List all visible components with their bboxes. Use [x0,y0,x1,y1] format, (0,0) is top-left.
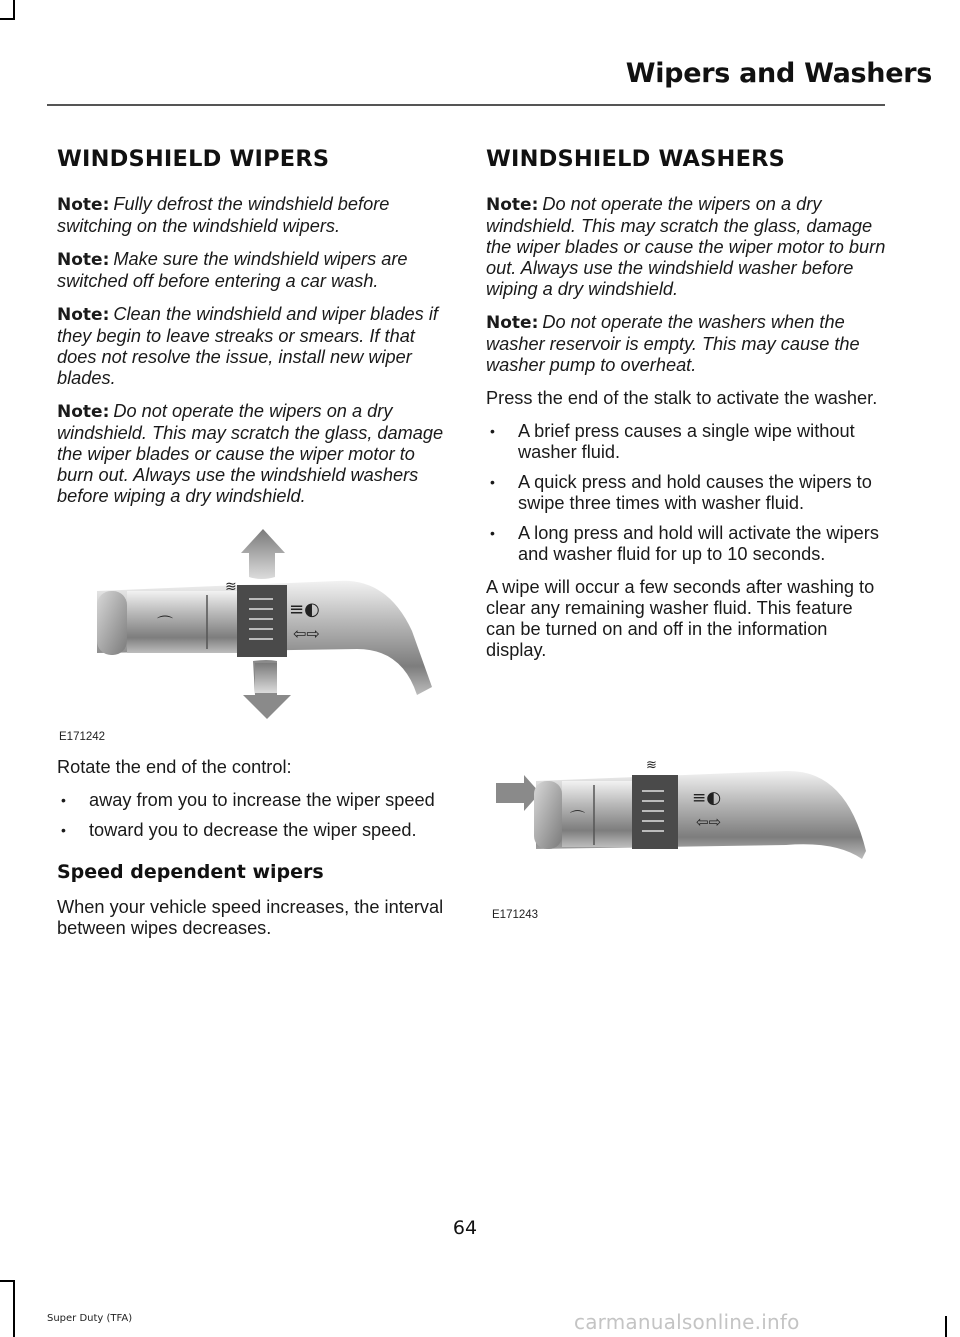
rotary-ring [632,775,678,849]
footer-model: Super Duty (TFA) [47,1313,133,1324]
note-text: Do not operate the wipers on a dry windshield. This may scratch the glass, damage the wiper blades or cause the wiper motor to burn out. Always use the windshield washer before wiping a dry windshield. [486,194,886,299]
note-label: Note: [57,402,110,422]
rear-defrost-icon: ≋ [646,758,657,773]
left-column [57,146,451,951]
wiper-rotate-figure [57,519,451,745]
rotate-intro: Rotate the end of the control: [57,757,292,777]
page-number: 64 [452,1217,478,1239]
bullet-item: • A quick press and hold causes the wipers to swipe three times with washer fluid. [486,472,886,514]
rotate-arrow-up-icon [241,529,285,579]
washers-heading: WINDSHIELD WASHERS [486,146,786,172]
note-label: Note: [57,250,110,270]
note-text: Clean the windshield and wiper blades if they begin to leave streaks or smears. If that does not resolve the issue, install new wiper blades. [57,304,438,388]
bullet-item: • A brief press causes a single wipe without washer fluid. [486,421,886,463]
washer-press-figure [486,741,880,931]
washer-symbol-icon: ⌒ [570,809,586,827]
bullet-item: • away from you to increase the wiper speed [57,790,451,811]
note-label: Note: [486,313,539,333]
turn-signal-arrows-icon: ⇦⇨ [696,813,722,831]
rotate-bullets [57,790,451,841]
turn-signal-arrows-icon: ⇦⇨ [293,624,320,643]
crop-mark [0,18,15,20]
note-text: Do not operate the wipers on a dry windshield. This may scratch the glass, damage the wiper blades or cause the wiper motor to burn out. Always use the windshield washers before wiping a dry windshield. [57,401,444,506]
right-column [486,146,886,943]
figure-code: E171242 [59,731,106,743]
crop-mark [13,0,15,20]
header-rule [47,104,885,106]
note-reservoir-empty [486,312,886,376]
note-dry-windshield [486,194,886,300]
speed-dependent-text: When your vehicle speed increases, the interval between wipes decreases. [57,897,444,938]
press-arrow-icon [496,775,540,811]
rear-defrost-icon: ≋ [225,579,237,595]
note-defrost [57,194,451,237]
bullet-item: • A long press and hold will activate the wipers and washer fluid for up to 10 seconds. [486,523,886,565]
note-clean-blades [57,304,451,389]
press-bullets [486,421,886,565]
rotary-ring [237,585,287,657]
wiper-stalk-illustration [486,741,880,931]
watermark: carmanualsonline.info [574,1310,800,1334]
note-car-wash [57,249,451,292]
page-header-title: Wipers and Washers [625,58,932,89]
rotate-arrow-down-icon [243,660,291,719]
note-label: Note: [486,195,539,215]
crop-mark [0,1280,15,1282]
crop-mark [13,1280,15,1337]
wipers-heading: WINDSHIELD WIPERS [57,146,330,172]
note-text: Fully defrost the windshield before switching on the windshield wipers. [57,194,390,236]
washer-symbol-icon: ⌒ [157,614,174,633]
press-intro: Press the end of the stalk to activate the washer. [486,388,878,408]
note-dry-windshield [57,401,451,507]
wiper-stalk-illustration [57,519,451,745]
wipe-after-wash-text: A wipe will occur a few seconds after washing to clear any remaining washer fluid. This feature can be turned on and off in the information display. [486,577,875,660]
headlamp-icon: ≡◐ [692,788,722,808]
crop-mark [945,1316,947,1337]
note-label: Note: [57,195,110,215]
headlamp-icon: ≡◐ [289,599,320,620]
note-text: Make sure the windshield wipers are switched off before entering a car wash. [57,249,408,291]
bullet-item: • toward you to decrease the wiper speed. [57,820,451,841]
speed-dependent-heading: Speed dependent wipers [57,861,324,883]
note-label: Note: [57,305,110,325]
note-text: Do not operate the washers when the washer reservoir is empty. This may cause the washer pump to overheat. [486,312,860,375]
figure-code: E171243 [492,909,539,921]
